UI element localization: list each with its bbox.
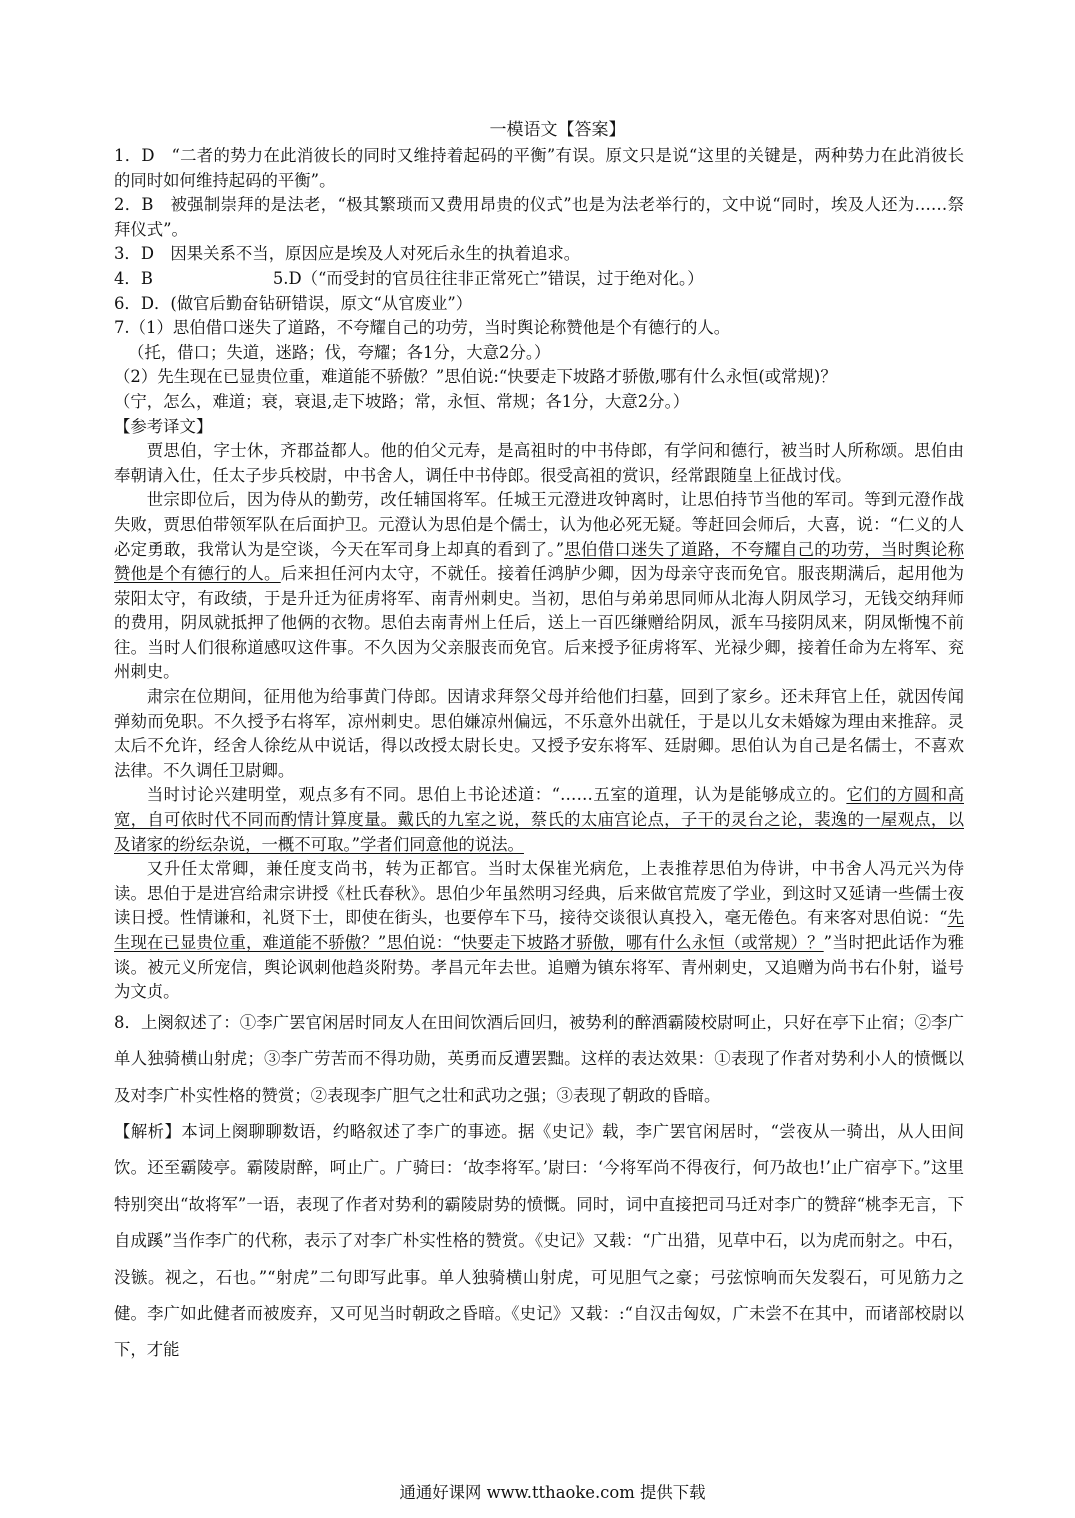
answer-5: 5.D（“而受封的官员往往非正常死亡”错误，过于绝对化。） <box>272 268 704 288</box>
answer-content <box>114 144 964 1369</box>
answer-6: 6．D．(做官后勤奋钻研错误，原文“从官废业”） <box>114 293 473 313</box>
translation-p4-text-a: 当时讨论兴建明堂，观点多有不同。思伯上书论述道：“……五室的道理，认为是能够成立的。 <box>146 785 847 805</box>
answer-8: 8．上阕叙述了：①李广罢官闲居时同友人在田间饮酒后回归，被势利的醉酒霸陵校尉呵止，只好在亭下止宿；②李广单人独骑横山射虎；③李广劳苦而不得功勋，英勇而反遭罢黜。这样的表达效果：①表现了作者对势利小人的愤慨以及对李广朴实性格的赞赏；②表现李广胆气之壮和武功之强；③表现了朝政的昏暗。 <box>114 1012 964 1105</box>
translation-p5-underlined: 先生现在已显贵位重，难道能不骄傲？”思伯说：“快要走下坡路才骄傲，哪有什么永恒（或常规）？ <box>114 908 964 952</box>
translation-paragraph-1: 贾思伯，字士休，齐郡益都人。他的伯父元寿，是高祖时的中书侍郎，有学问和德行，被当时人所称颂。思伯由奉朝请入仕，任太子步兵校尉，中书舍人，调任中书侍郎。很受高祖的赏识，经常跟随皇上征战讨伐。 <box>114 441 964 485</box>
page-title: 一模语文【答案】 <box>489 120 626 140</box>
answer-7-2: （2）先生现在已显贵位重，难道能不骄傲？”思伯说:“快要走下坡路才骄傲,哪有什么永恒(或常规)？ <box>114 367 837 387</box>
translation-p2-text-b: 后来担任河内太守，不就任。接着任鸿胪少卿，因为母亲守丧而免官。服丧期满后，起用他为荥阳太守，有政绩，于是升迁为征虏将军、南青州刺史。当初，思伯与弟弟思同师从北海人阴凤学习，无钱交纳拜师的费用，阴凤就抵押了他俩的衣物。思伯去南青州上任后，送上一百匹缣赠给阴凤，派车马接阴凤来，阴凤惭愧不前往。当时人们很称道感叹这件事。不久因为父亲服丧而免官。后来授予征虏将军、光禄少卿，接着任命为左将军、兖州刺史。 <box>114 564 965 682</box>
translation-p2-text-a: 世宗即位后，因为侍从的勤劳，改任辅国将军。任城王元澄进攻钟离时，让思伯持节当他的军司。等到元澄作战失败，贾思伯带领军队在后面护卫。元澄认为思伯是个儒士，认为他必死无疑。等赶回会师后，大喜，说：“仁义的人必定勇敢，我常认为是空谈，今天在军司身上却真的看到了。” <box>114 490 964 559</box>
translation-paragraph-5 <box>114 857 964 1005</box>
translation-p4-underlined: 它们的方圆和高宽，自可依时代不同而酌情计算度量。戴氏的九室之说，蔡氏的太庙宫论点，子干的灵台之论，裴逸的一屋观点，以及诸家的纷纭杂说，一概不可取。”学者们同意他的说法。 <box>114 785 964 854</box>
translation-p5-text-a: 又升任太常卿，兼任度支尚书，转为正都官。当时太保崔光病危，上表推荐思伯为侍讲，中书舍人冯元兴为侍读。思伯于是进宫给肃宗讲授《杜氏春秋》。思伯少年虽然明习经典，后来做官荒废了学业，到这时又延请一些儒士夜读日授。性情谦和，礼贤下士，即使在街头，也要停车下马，接待交谈很认真投入，毫无倦色。有来客对思伯说：“ <box>114 859 964 928</box>
answer-8-analysis <box>114 1114 964 1369</box>
translation-paragraph-2 <box>114 488 964 685</box>
page-footer: 通通好课网 www.tthaoke.com 提供下载 <box>399 1483 706 1502</box>
analysis-text: 本词上阕聊聊数语，约略叙述了李广的事迹。据《史记》载，李广罢官闲居时，“尝夜从一骑出，从人田间饮。还至霸陵亭。霸陵尉醉，呵止广。广骑曰：‘故李将军。’尉曰：‘今将军尚不得夜行，何乃故也!’止广宿亭下。”这里特别突出“故将军”一语，表现了作者对势利的霸陵尉势的愤慨。同时，词中直接把司马迁对李广的赞辞“桃李无言，下自成蹊”当作李广的代称，表示了对李广朴实性格的赞赏。《史记》又载：“广出猎，见草中石，以为虎而射之。中石，没镞。视之，石也。”“射虎”二句即写此事。单人独骑横山射虎，可见胆气之豪；弓弦惊响而矢发裂石，可见筋力之健。李广如此健者而被废弃，又可见当时朝政之昏暗。《史记》又载：:“自汉击匈奴，广未尝不在其中，而诸部校尉以下，才能 <box>114 1122 965 1360</box>
answer-2: 2．B 被强制崇拜的是法老，“极其繁琐而又费用昂贵的仪式”也是为法老举行的，文中说“同时，埃及人还为……祭拜仪式”。 <box>114 195 964 239</box>
answer-1: 1．D “二者的势力在此消彼长的同时又维持着起码的平衡”有误。原文只是说“这里的关键是，两种势力在此消彼长的同时如何维持起码的平衡”。 <box>114 146 964 190</box>
analysis-label: 【解析】 <box>114 1122 182 1141</box>
translation-p2-underlined: 思伯借口迷失了道路，不夸耀自己的功劳，当时舆论称赞他是个有德行的人。 <box>114 539 965 584</box>
translation-paragraph-3: 肃宗在位期间，征用他为给事黄门侍郎。因请求拜祭父母并给他们扫墓，回到了家乡。还未拜官上任，就因传闻弹劾而免职。不久授予右将军，凉州刺史。思伯嫌凉州偏远，不乐意外出就任，于是以儿女未婚嫁为理由来推辞。灵太后不允许，经舍人徐纥从中说话，得以改授太尉长史。又授予安东将军、廷尉卿。思伯认为自己是名儒士，不喜欢法律。不久调任卫尉卿。 <box>114 687 964 780</box>
answer-7-1-scoring: （托，借口；失道，迷路；伐，夸耀；各1分，大意2分。） <box>128 342 551 362</box>
translation-p5-text-b: ”当时把此话作为雅谈。被元义所宠信，舆论讽刺他趋炎附势。孝昌元年去世。追赠为镇东将军、青州刺史，又追赠为尚书右仆射，谥号为文贞。 <box>114 933 964 1002</box>
answer-3: 3．D 因果关系不当，原因应是埃及人对死后永生的执着追求。 <box>114 244 581 264</box>
answer-7-1: 7.（1）思伯借口迷失了道路，不夸耀自己的功劳，当时舆论称赞他是个有德行的人。 <box>114 318 731 338</box>
translation-paragraph-4 <box>114 783 964 857</box>
translation-heading: 【参考译文】 <box>114 416 213 436</box>
answer-4: 4．B <box>114 268 153 288</box>
answer-7-2-scoring: （宁，怎么，难道；衰，衰退,走下坡路；常，永恒、常规；各1分，大意2分。） <box>114 391 690 411</box>
answer-4-5 <box>114 267 964 292</box>
